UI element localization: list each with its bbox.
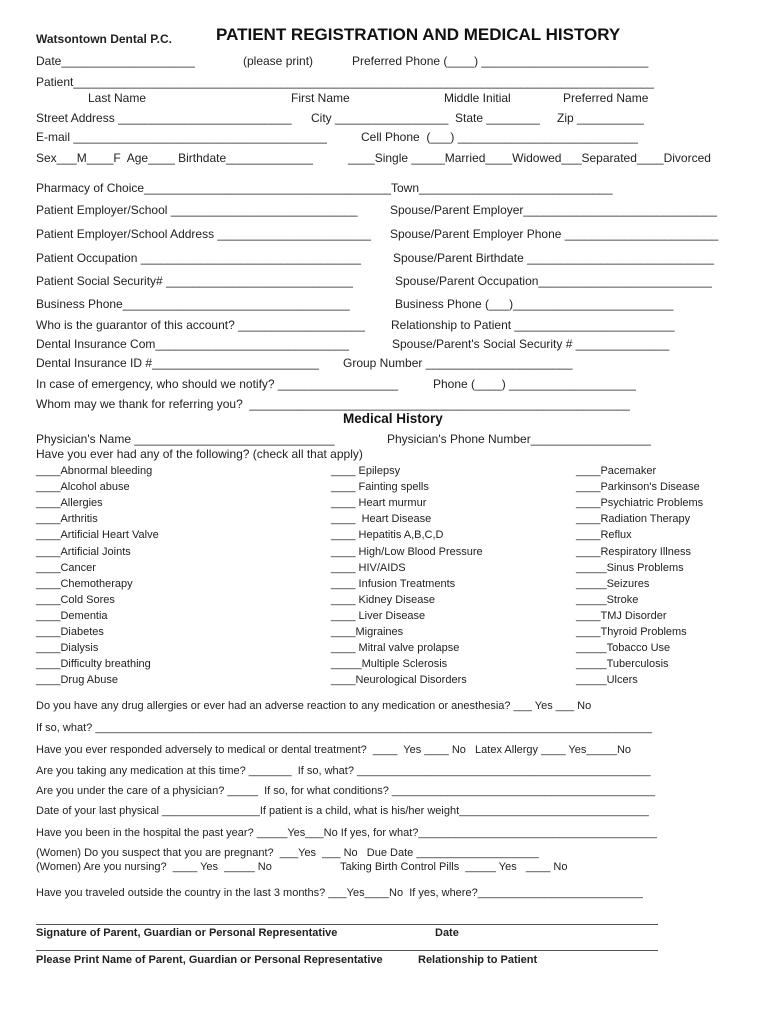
condition-item[interactable]: _____Tobacco Use [576,642,671,655]
preferred-name-label: Preferred Name [563,91,649,105]
state-field[interactable]: State ________ [455,111,540,125]
condition-item[interactable]: ____Respiratory Illness [576,545,691,558]
insurance-company-field[interactable]: Dental Insurance Com_____________________________ [36,337,349,351]
print-name-label: Please Print Name of Parent, Guardian or Personal Representative [36,954,383,966]
print-name-line[interactable] [36,950,658,951]
spouse-business-phone-field[interactable]: Business Phone (___)________________________ [395,297,674,311]
travel-question[interactable]: Have you traveled outside the country in the last 3 months? ___Yes____No If yes, where?___________________________ [36,887,643,899]
referral-field[interactable]: Whom may we thank for referring you? _________________________________________________________ [36,397,630,411]
condition-item[interactable]: ____Difficulty breathing [36,658,151,671]
condition-item[interactable]: ____Abnormal bleeding [36,465,153,477]
condition-item[interactable]: ____Thyroid Problems [576,626,687,638]
drug-allergy-question[interactable]: Do you have any drug allergies or ever had an adverse reaction to any medication or anesthesia? ___ Yes ___ No [36,700,592,712]
group-number-field[interactable]: Group Number ______________________ [343,356,573,370]
condition-item[interactable]: ____Migraines [331,626,404,638]
condition-item[interactable]: ____ Fainting spells [331,481,429,494]
condition-item[interactable]: ____Arthritis [36,513,98,526]
condition-item[interactable]: ____ High/Low Blood Pressure [331,545,483,558]
condition-item[interactable]: _____Tuberculosis [576,658,669,671]
guarantor-field[interactable]: Who is the guarantor of this account? ___________________ [36,318,365,332]
zip-field[interactable]: Zip __________ [557,111,644,125]
cell-phone-field[interactable]: Cell Phone (___) ___________________________ [361,130,638,144]
allergy-details-field[interactable]: If so, what? ___________________________________________________________________________________________ [36,722,653,734]
condition-item[interactable]: ____TMJ Disorder [576,609,667,622]
emergency-phone-field[interactable]: Phone (____) ___________________ [433,377,636,391]
signature-label: Signature of Parent, Guardian or Personal Representative [36,927,338,939]
condition-item[interactable]: ____Artificial Joints [36,545,131,558]
last-physical-question[interactable]: Date of your last physical ________________If patient is a child, what is his/her weight_______________________________ [36,805,649,817]
employer-address-field[interactable]: Patient Employer/School Address _______________________ [36,227,371,241]
condition-item[interactable]: ____Alcohol abuse [36,481,130,494]
signature-line[interactable] [36,924,658,925]
relationship-to-patient-label: Relationship to Patient [418,954,538,966]
condition-item[interactable]: ____Cold Sores [36,593,115,606]
conditions-instruction: Have you ever had any of the following? (check all that apply) [36,447,363,461]
condition-item[interactable]: ____ Epilepsy [331,465,401,477]
sex-age-birthdate-field[interactable]: Sex___M____F Age____ Birthdate_____________ [36,151,313,165]
please-print-note: (please print) [243,54,314,68]
middle-initial-label: Middle Initial [444,91,511,105]
occupation-field[interactable]: Patient Occupation _________________________________ [36,251,361,265]
page-title: PATIENT REGISTRATION AND MEDICAL HISTORY [216,25,621,44]
date-field[interactable]: Date____________________ [36,54,195,68]
spouse-ssn-field[interactable]: Spouse/Parent's Social Security # ______________ [392,337,670,351]
last-name-label: Last Name [88,91,147,105]
condition-item[interactable]: ____ Infusion Treatments [331,577,456,590]
physician-care-question[interactable]: Are you under the care of a physician? _____ If so, for what conditions? ___________________________________________ [36,785,655,797]
condition-item[interactable]: _____Ulcers [576,674,638,687]
condition-item[interactable]: ____Artificial Heart Valve [36,529,159,542]
condition-item[interactable]: _____Seizures [576,577,650,590]
condition-item[interactable]: ____Radiation Therapy [576,513,691,526]
condition-item[interactable]: ____Pacemaker [576,465,657,477]
condition-item[interactable]: ____ Liver Disease [331,609,426,622]
patient-employer-field[interactable]: Patient Employer/School ____________________________ [36,203,358,217]
ssn-field[interactable]: Patient Social Security# ____________________________ [36,274,353,288]
condition-item[interactable]: ____Neurological Disorders [331,674,467,687]
signature-date-label: Date [435,927,459,939]
email-field[interactable]: E-mail ______________________________________ [36,130,327,144]
hospital-question[interactable]: Have you been in the hospital the past year? _____Yes___No If yes, for what?_______________________________________ [36,827,657,839]
condition-item[interactable]: ____Cancer [36,561,96,574]
business-phone-field[interactable]: Business Phone__________________________________ [36,297,350,311]
physician-phone-field[interactable]: Physician's Phone Number__________________ [387,432,651,446]
condition-item[interactable]: ____Dialysis [36,642,99,655]
pharmacy-field[interactable]: Pharmacy of Choice_____________________________________Town_____________________________ [36,181,613,195]
condition-item[interactable]: ____Dementia [36,609,108,622]
medical-history-heading: Medical History [343,411,443,426]
condition-item[interactable]: ____ Mitral valve prolapse [331,642,460,655]
condition-item[interactable]: ____ HIV/AIDS [331,561,406,574]
city-field[interactable]: City _________________ [311,111,449,125]
spouse-employer-field[interactable]: Spouse/Parent Employer_____________________________ [390,203,717,217]
condition-item[interactable]: ____Parkinson's Disease [576,481,700,494]
relationship-field[interactable]: Relationship to Patient ________________________ [391,318,675,332]
condition-item[interactable]: ____Reflux [576,529,632,542]
marital-status-field[interactable]: ____Single _____Married____Widowed___Separated____Divorced [348,151,711,165]
emergency-contact-field[interactable]: In case of emergency, who should we notify? __________________ [36,377,399,391]
condition-item[interactable]: _____Sinus Problems [576,561,684,574]
preferred-phone-field[interactable]: Preferred Phone (____) _________________________ [352,54,649,68]
practice-name: Watsontown Dental P.C. [36,32,173,46]
condition-item[interactable]: _____Stroke [576,593,639,606]
nursing-question[interactable]: (Women) Are you nursing? ____ Yes _____ No [36,861,272,873]
patient-name-field[interactable]: Patient_______________________________________________________________________________________ [36,75,654,89]
insurance-id-field[interactable]: Dental Insurance ID #_________________________ [36,356,319,370]
spouse-employer-phone-field[interactable]: Spouse/Parent Employer Phone _______________________ [390,227,719,241]
birth-control-question[interactable]: Taking Birth Control Pills _____ Yes ____ No [340,861,568,873]
condition-item[interactable]: ____ Heart Disease [331,513,432,526]
condition-item[interactable]: ____Allergies [36,497,103,510]
spouse-occupation-field[interactable]: Spouse/Parent Occupation__________________________ [395,274,712,288]
spouse-birthdate-field[interactable]: Spouse/Parent Birthdate ____________________________ [393,251,714,265]
physician-name-field[interactable]: Physician's Name ______________________________ [36,432,335,446]
condition-item[interactable]: ____Psychiatric Problems [576,497,704,510]
adverse-reaction-question[interactable]: Have you ever responded adversely to medical or dental treatment? ____ Yes ____ No Latex Allergy ____ Yes_____No [36,744,632,756]
condition-item[interactable]: ____ Heart murmur [331,497,427,510]
first-name-label: First Name [291,91,350,105]
condition-item[interactable]: ____Diabetes [36,626,104,638]
pregnancy-question[interactable]: (Women) Do you suspect that you are pregnant? ___Yes ___ No Due Date ____________________ [36,847,539,859]
condition-item[interactable]: _____Multiple Sclerosis [331,658,448,671]
medication-question[interactable]: Are you taking any medication at this time? _______ If so, what? ________________________________________________ [36,765,651,777]
condition-item[interactable]: ____Drug Abuse [36,674,118,687]
condition-item[interactable]: ____ Hepatitis A,B,C,D [331,529,444,542]
condition-item[interactable]: ____ Kidney Disease [331,593,435,606]
condition-item[interactable]: ____Chemotherapy [36,577,133,590]
street-address-field[interactable]: Street Address __________________________ [36,111,292,125]
